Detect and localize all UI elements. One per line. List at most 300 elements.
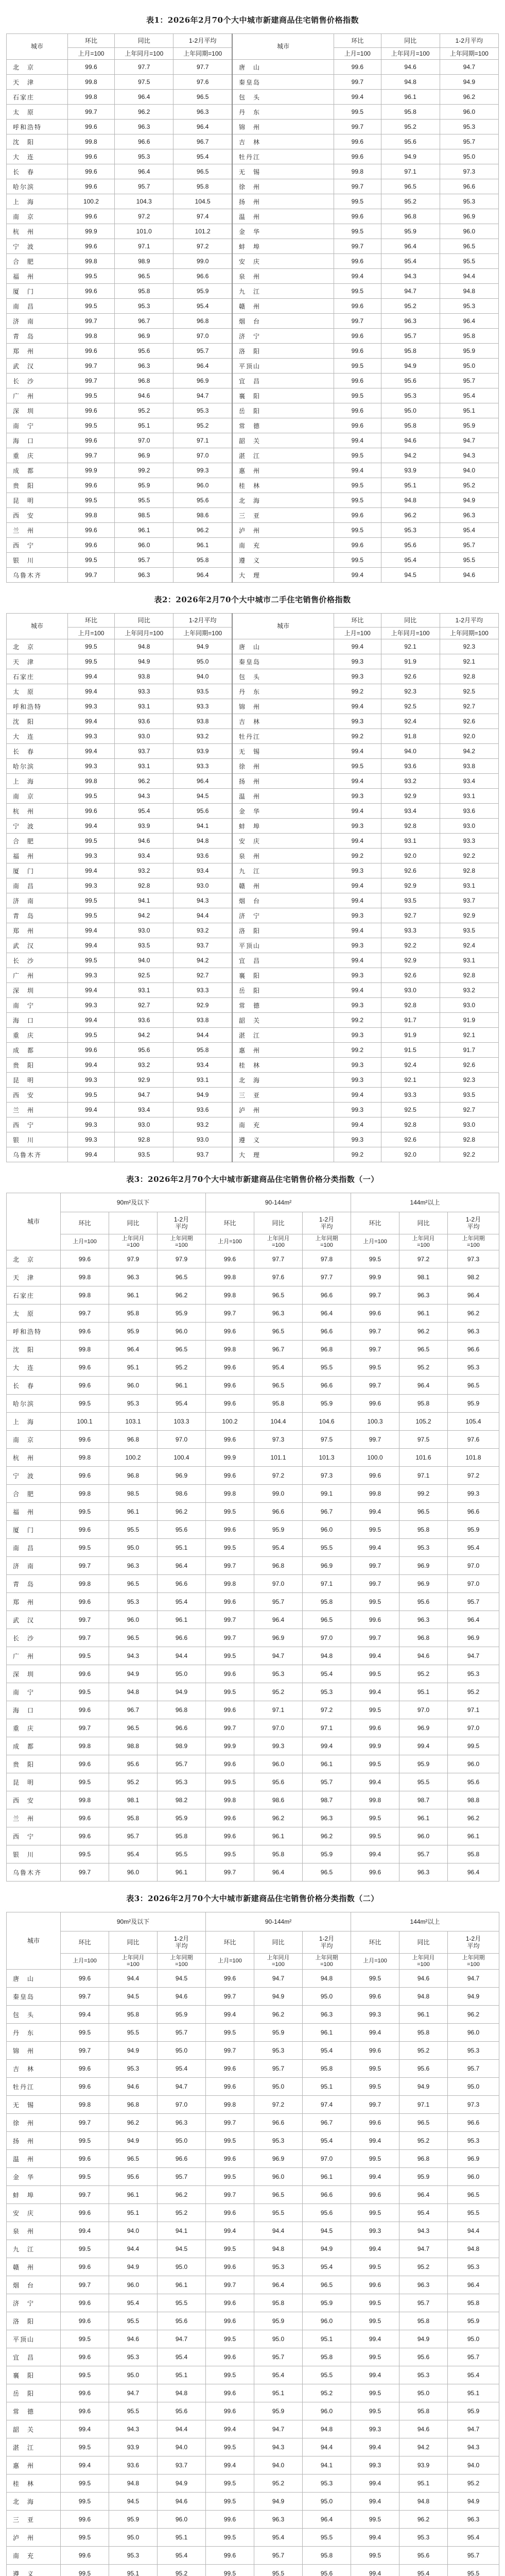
city-name-cell: 济 宁: [232, 908, 334, 923]
index-value-cell: 99.5: [61, 1773, 109, 1791]
index-value-cell: 94.8: [109, 1683, 158, 1701]
index-value-cell: 93.4: [381, 804, 440, 819]
index-value-cell: 96.6: [448, 1341, 499, 1359]
index-value-cell: 99.6: [67, 538, 114, 553]
city-name-cell: 北 京: [7, 639, 68, 654]
table-row: [7, 1863, 499, 1882]
index-value-cell: 97.1: [303, 1575, 351, 1593]
table-row: [7, 849, 499, 863]
index-value-cell: 99.6: [61, 1827, 109, 1845]
index-value-cell: 99.4: [334, 983, 381, 998]
index-value-cell: 96.0: [158, 1323, 206, 1341]
city-name-cell: 南 京: [7, 1431, 61, 1449]
base-header: 上月=100: [67, 628, 114, 639]
index-value-cell: 99.9: [351, 1268, 399, 1286]
index-value-cell: 99.7: [61, 1629, 109, 1647]
index-value-cell: 94.3: [381, 269, 440, 284]
index-value-cell: 97.7: [303, 1268, 351, 1286]
index-value-cell: 97.6: [254, 1268, 303, 1286]
index-value-cell: 96.7: [173, 134, 232, 149]
table-row: [7, 2096, 499, 2114]
index-value-cell: 99.5: [351, 2402, 399, 2420]
table-row: [7, 1611, 499, 1629]
table-row: [7, 2366, 499, 2384]
index-value-cell: 99.6: [206, 1377, 254, 1395]
index-value-cell: 99.3: [67, 1117, 114, 1132]
index-value-cell: 95.0: [158, 2258, 206, 2276]
index-value-cell: 99.3: [67, 878, 114, 893]
city-name-cell: 沈 阳: [7, 714, 68, 729]
city-name-cell: 牡丹江: [232, 149, 334, 164]
index-value-cell: 99.5: [351, 1809, 399, 1827]
category-index-table: [6, 1193, 499, 1882]
index-value-cell: 95.9: [440, 418, 498, 433]
index-value-cell: 92.4: [381, 1058, 440, 1073]
index-value-cell: 94.9: [109, 2042, 158, 2060]
index-value-cell: 92.6: [381, 968, 440, 983]
index-value-cell: 96.1: [158, 1611, 206, 1629]
index-value-cell: 94.6: [399, 2420, 448, 2438]
city-name-cell: 襄 阳: [232, 968, 334, 983]
city-name-cell: 杭 州: [7, 224, 68, 239]
index-value-cell: 96.1: [381, 90, 440, 105]
city-header: 城市: [7, 614, 68, 639]
index-value-cell: 97.9: [158, 1250, 206, 1268]
index-value-cell: 99.2: [115, 463, 173, 478]
index-value-cell: 99.6: [61, 1665, 109, 1683]
index-value-cell: 101.8: [448, 1449, 499, 1467]
index-value-cell: 95.5: [303, 2366, 351, 2384]
index-value-cell: 101.1: [254, 1449, 303, 1467]
city-name-cell: 包 头: [232, 90, 334, 105]
index-value-cell: 99.4: [334, 1117, 381, 1132]
city-name-cell: 包 头: [7, 2006, 61, 2024]
city-name-cell: 宁 波: [7, 239, 68, 254]
index-value-cell: 95.7: [440, 538, 498, 553]
index-value-cell: 95.7: [158, 2168, 206, 2186]
city-name-cell: 石家庄: [7, 669, 68, 684]
index-value-cell: 99.7: [351, 1431, 399, 1449]
index-value-cell: 99.2: [334, 849, 381, 863]
index-value-cell: 99.7: [351, 1286, 399, 1304]
index-value-cell: 96.4: [115, 90, 173, 105]
index-value-cell: 95.1: [303, 2330, 351, 2348]
index-value-cell: 96.5: [254, 2186, 303, 2204]
index-value-cell: 95.0: [303, 2493, 351, 2511]
index-value-cell: 94.3: [399, 2222, 448, 2240]
index-value-cell: 94.3: [109, 1647, 158, 1665]
index-value-cell: 96.5: [448, 1377, 499, 1395]
index-value-cell: 99.5: [351, 1250, 399, 1268]
avg-header: 1-2月 平均: [448, 1212, 499, 1234]
index-value-cell: 99.4: [334, 834, 381, 849]
index-value-cell: 96.1: [158, 2276, 206, 2294]
index-value-cell: 95.8: [254, 2294, 303, 2312]
city-name-cell: 襄 阳: [7, 2366, 61, 2384]
index-value-cell: 99.6: [61, 1521, 109, 1539]
index-value-cell: 99.3: [334, 1103, 381, 1117]
table-row: [7, 75, 499, 90]
table-row: [7, 1737, 499, 1755]
index-value-cell: 99.7: [334, 179, 381, 194]
city-name-cell: 天 津: [7, 1268, 61, 1286]
index-value-cell: 95.7: [448, 2348, 499, 2366]
index-value-cell: 92.6: [440, 714, 498, 729]
index-value-cell: 97.1: [399, 1467, 448, 1485]
index-value-cell: 96.8: [109, 2096, 158, 2114]
index-value-cell: 93.0: [440, 1117, 498, 1132]
index-value-cell: 99.5: [351, 2348, 399, 2366]
index-value-cell: 99.6: [206, 2204, 254, 2222]
avg-header: 1-2月 平均: [448, 1931, 499, 1954]
index-value-cell: 94.8: [448, 2240, 499, 2258]
index-value-cell: 95.6: [254, 1773, 303, 1791]
index-value-cell: 95.2: [381, 194, 440, 209]
index-value-cell: 99.6: [61, 2402, 109, 2420]
yoy-header: 同比: [109, 1212, 158, 1234]
index-value-cell: 95.0: [399, 2384, 448, 2402]
base-header: 上年同月=100: [381, 628, 440, 639]
index-value-cell: 99.7: [61, 1611, 109, 1629]
index-value-cell: 96.0: [109, 1863, 158, 1882]
index-value-cell: 97.2: [254, 2096, 303, 2114]
index-value-cell: 95.9: [303, 1395, 351, 1413]
index-value-cell: 99.5: [206, 1845, 254, 1863]
city-name-cell: 赣 州: [232, 878, 334, 893]
index-value-cell: 94.6: [399, 1647, 448, 1665]
index-value-cell: 96.1: [158, 1377, 206, 1395]
city-name-cell: 蚌 埠: [232, 239, 334, 254]
city-name-cell: 武 汉: [7, 1611, 61, 1629]
index-value-cell: 99.6: [206, 1809, 254, 1827]
index-value-cell: 94.7: [109, 2384, 158, 2402]
index-value-cell: 98.8: [109, 1737, 158, 1755]
index-value-cell: 99.4: [351, 2366, 399, 2384]
index-value-cell: 94.0: [381, 744, 440, 759]
index-value-cell: 99.5: [334, 478, 381, 493]
yoy-header: 同比: [254, 1212, 303, 1234]
index-value-cell: 95.2: [381, 120, 440, 134]
price-index-table: [6, 613, 499, 1162]
index-value-cell: 95.8: [440, 329, 498, 344]
city-name-cell: 南 昌: [7, 1539, 61, 1557]
index-value-cell: 96.7: [303, 2114, 351, 2132]
index-value-cell: 95.1: [399, 1683, 448, 1701]
index-value-cell: 99.5: [206, 2475, 254, 2493]
index-value-cell: 92.7: [173, 968, 232, 983]
city-name-cell: 秦皇岛: [232, 654, 334, 669]
table-title: 表3：2026年2月70个大中城市新建商品住宅销售价格分类指数（一）: [126, 1175, 379, 1184]
index-value-cell: 99.7: [206, 1719, 254, 1737]
index-value-cell: 99.6: [61, 1377, 109, 1395]
index-value-cell: 96.9: [303, 1557, 351, 1575]
index-value-cell: 94.8: [173, 834, 232, 849]
city-name-cell: 昆 明: [7, 493, 68, 508]
index-value-cell: 99.5: [351, 2150, 399, 2168]
index-value-cell: 96.0: [303, 2312, 351, 2330]
index-value-cell: 95.8: [399, 2024, 448, 2042]
index-value-cell: 99.6: [351, 1304, 399, 1323]
index-value-cell: 95.4: [448, 2366, 499, 2384]
index-value-cell: 99.5: [206, 2366, 254, 2384]
city-name-cell: 韶 关: [232, 433, 334, 448]
index-value-cell: 95.4: [303, 2258, 351, 2276]
index-value-cell: 96.2: [381, 508, 440, 523]
index-value-cell: 94.3: [173, 893, 232, 908]
index-value-cell: 99.5: [61, 2529, 109, 2547]
index-value-cell: 99.6: [334, 149, 381, 164]
index-value-cell: 99.2: [334, 684, 381, 699]
city-name-cell: 韶 关: [232, 1013, 334, 1028]
index-value-cell: 95.7: [399, 1845, 448, 1863]
city-name-cell: 济 南: [7, 314, 68, 329]
base-header: 上年同期 =100: [158, 1954, 206, 1970]
index-value-cell: 95.3: [158, 1773, 206, 1791]
index-value-cell: 95.4: [173, 149, 232, 164]
table-section-2: [6, 594, 499, 1162]
base-header: 上年同期 =100: [448, 1954, 499, 1970]
index-value-cell: 93.3: [115, 684, 173, 699]
index-value-cell: 99.6: [206, 1755, 254, 1773]
index-value-cell: 96.2: [158, 1286, 206, 1304]
index-value-cell: 95.2: [303, 2384, 351, 2402]
table-row: [7, 639, 499, 654]
avg-header: 1-2月平均: [440, 614, 498, 628]
index-value-cell: 96.6: [254, 2114, 303, 2132]
index-value-cell: 99.5: [351, 2078, 399, 2096]
city-name-cell: 厦 门: [7, 863, 68, 878]
index-value-cell: 99.2: [334, 1013, 381, 1028]
index-value-cell: 99.5: [351, 1701, 399, 1719]
index-value-cell: 99.5: [351, 2060, 399, 2078]
mom-header: 环比: [67, 34, 114, 48]
city-name-cell: 遵 义: [232, 553, 334, 568]
index-value-cell: 94.7: [448, 1970, 499, 1988]
table-row: [7, 418, 499, 433]
index-value-cell: 99.3: [334, 819, 381, 834]
index-value-cell: 99.3: [334, 968, 381, 983]
table-row: [7, 105, 499, 120]
index-value-cell: 97.0: [448, 1575, 499, 1593]
index-value-cell: 99.5: [61, 2168, 109, 2186]
index-value-cell: 93.1: [440, 953, 498, 968]
city-name-cell: 乌鲁木齐: [7, 1863, 61, 1882]
index-value-cell: 99.5: [61, 2366, 109, 2384]
price-index-table: [6, 33, 499, 583]
index-value-cell: 99.5: [206, 1539, 254, 1557]
index-value-cell: 94.8: [381, 75, 440, 90]
index-value-cell: 92.8: [381, 1117, 440, 1132]
index-value-cell: 95.2: [448, 1683, 499, 1701]
index-value-cell: 96.5: [109, 1719, 158, 1737]
table-row: [7, 2456, 499, 2475]
index-value-cell: 94.0: [254, 2456, 303, 2475]
table-row: [7, 998, 499, 1013]
index-value-cell: 92.5: [115, 968, 173, 983]
index-value-cell: 93.0: [115, 1117, 173, 1132]
city-name-cell: 金 华: [232, 224, 334, 239]
index-value-cell: 92.1: [381, 1073, 440, 1088]
index-value-cell: 94.4: [109, 1970, 158, 1988]
index-value-cell: 92.9: [115, 1073, 173, 1088]
index-value-cell: 99.6: [206, 1395, 254, 1413]
index-value-cell: 99.5: [334, 359, 381, 374]
index-value-cell: 96.3: [109, 1557, 158, 1575]
index-value-cell: 96.2: [399, 1323, 448, 1341]
index-value-cell: 96.9: [399, 1719, 448, 1737]
index-value-cell: 99.5: [351, 2511, 399, 2529]
index-value-cell: 99.7: [67, 359, 114, 374]
index-value-cell: 99.4: [67, 923, 114, 938]
index-value-cell: 95.8: [303, 2060, 351, 2078]
index-value-cell: 96.6: [254, 1503, 303, 1521]
table-row: [7, 1073, 499, 1088]
city-name-cell: 温 州: [232, 789, 334, 804]
index-value-cell: 92.5: [381, 1103, 440, 1117]
table-row: [7, 2006, 499, 2024]
index-value-cell: 93.7: [173, 1147, 232, 1162]
index-value-cell: 99.5: [206, 2024, 254, 2042]
city-name-cell: 广 州: [7, 1647, 61, 1665]
table-row: [7, 2547, 499, 2565]
city-name-cell: 锦 州: [232, 699, 334, 714]
index-value-cell: 95.8: [303, 2348, 351, 2366]
city-name-cell: 深 圳: [7, 403, 68, 418]
index-value-cell: 95.0: [303, 1988, 351, 2006]
table-row: [7, 344, 499, 359]
table-row: [7, 254, 499, 269]
index-value-cell: 96.5: [399, 1341, 448, 1359]
index-value-cell: 93.2: [381, 774, 440, 789]
index-value-cell: 93.8: [115, 669, 173, 684]
base-header: 上月=100: [351, 1234, 399, 1250]
size-group-header: 90-144m²: [206, 1912, 351, 1931]
index-value-cell: 99.5: [206, 2240, 254, 2258]
index-value-cell: 97.1: [381, 164, 440, 179]
index-value-cell: 99.4: [334, 923, 381, 938]
index-value-cell: 94.2: [381, 448, 440, 463]
table-row: [7, 729, 499, 744]
index-value-cell: 94.9: [254, 2493, 303, 2511]
index-value-cell: 95.9: [109, 1323, 158, 1341]
index-value-cell: 96.4: [303, 1304, 351, 1323]
index-value-cell: 99.0: [254, 1485, 303, 1503]
index-value-cell: 93.7: [173, 938, 232, 953]
index-value-cell: 96.8: [399, 1629, 448, 1647]
index-value-cell: 99.5: [206, 2565, 254, 2576]
index-value-cell: 94.4: [158, 2420, 206, 2438]
index-value-cell: 95.2: [158, 2204, 206, 2222]
table-row: [7, 2186, 499, 2204]
index-value-cell: 95.1: [158, 2366, 206, 2384]
index-value-cell: 94.0: [448, 2456, 499, 2475]
table-body: [7, 60, 499, 583]
city-name-cell: 洛 阳: [7, 2312, 61, 2330]
index-value-cell: 95.8: [109, 1809, 158, 1827]
index-value-cell: 94.9: [109, 1665, 158, 1683]
index-value-cell: 96.0: [303, 1521, 351, 1539]
index-value-cell: 99.4: [67, 938, 114, 953]
index-value-cell: 99.6: [334, 418, 381, 433]
index-value-cell: 94.9: [109, 2132, 158, 2150]
index-value-cell: 99.3: [173, 463, 232, 478]
index-value-cell: 97.2: [303, 1701, 351, 1719]
yoy-header: 同比: [399, 1212, 448, 1234]
table-row: [7, 1286, 499, 1304]
index-value-cell: 96.5: [109, 2150, 158, 2168]
table-row: [7, 374, 499, 388]
index-value-cell: 95.7: [254, 1593, 303, 1611]
table-row: [7, 1377, 499, 1395]
index-value-cell: 100.0: [351, 1449, 399, 1467]
index-value-cell: 99.7: [67, 105, 114, 120]
index-value-cell: 99.5: [206, 2132, 254, 2150]
index-value-cell: 95.3: [440, 299, 498, 314]
index-value-cell: 92.8: [115, 1132, 173, 1147]
index-value-cell: 101.6: [399, 1449, 448, 1467]
index-value-cell: 92.1: [440, 1028, 498, 1043]
index-value-cell: 92.8: [381, 819, 440, 834]
index-value-cell: 99.4: [351, 2024, 399, 2042]
city-name-cell: 安 庆: [232, 834, 334, 849]
index-value-cell: 95.2: [448, 2475, 499, 2493]
index-value-cell: 99.5: [334, 448, 381, 463]
index-value-cell: 95.4: [440, 523, 498, 538]
index-value-cell: 93.1: [381, 834, 440, 849]
index-value-cell: 96.0: [109, 2276, 158, 2294]
city-name-cell: 广 州: [7, 388, 68, 403]
index-value-cell: 94.6: [109, 2078, 158, 2096]
index-value-cell: 99.6: [206, 1593, 254, 1611]
index-value-cell: 99.5: [67, 299, 114, 314]
base-header: 上月=100: [61, 1234, 109, 1250]
index-value-cell: 96.0: [158, 2511, 206, 2529]
index-value-cell: 95.3: [254, 2258, 303, 2276]
index-value-cell: 95.4: [448, 1539, 499, 1557]
index-value-cell: 99.4: [334, 1088, 381, 1103]
index-value-cell: 99.5: [334, 194, 381, 209]
index-value-cell: 96.9: [115, 329, 173, 344]
index-value-cell: 95.0: [158, 1665, 206, 1683]
index-value-cell: 99.5: [61, 2132, 109, 2150]
city-name-cell: 遵 义: [7, 2565, 61, 2576]
index-value-cell: 99.4: [351, 2168, 399, 2186]
index-value-cell: 96.3: [448, 1323, 499, 1341]
city-name-cell: 太 原: [7, 684, 68, 699]
index-value-cell: 95.6: [158, 1521, 206, 1539]
city-name-cell: 郑 州: [7, 923, 68, 938]
index-value-cell: 99.6: [334, 508, 381, 523]
index-value-cell: 98.5: [115, 508, 173, 523]
index-value-cell: 96.4: [448, 1286, 499, 1304]
index-value-cell: 94.1: [173, 819, 232, 834]
base-header: 上月=100: [334, 48, 381, 60]
city-name-cell: 扬 州: [7, 2132, 61, 2150]
index-value-cell: 99.7: [206, 2186, 254, 2204]
table-row: [7, 2348, 499, 2366]
index-value-cell: 99.5: [351, 2384, 399, 2402]
city-name-cell: 济 南: [7, 1557, 61, 1575]
index-value-cell: 99.6: [67, 403, 114, 418]
city-name-cell: 昆 明: [7, 1773, 61, 1791]
index-value-cell: 95.9: [440, 344, 498, 359]
index-value-cell: 93.3: [173, 983, 232, 998]
city-name-cell: 温 州: [232, 209, 334, 224]
index-value-cell: 99.5: [67, 1028, 114, 1043]
index-value-cell: 99.6: [206, 2078, 254, 2096]
index-value-cell: 99.3: [334, 1058, 381, 1073]
index-value-cell: 99.6: [61, 1970, 109, 1988]
